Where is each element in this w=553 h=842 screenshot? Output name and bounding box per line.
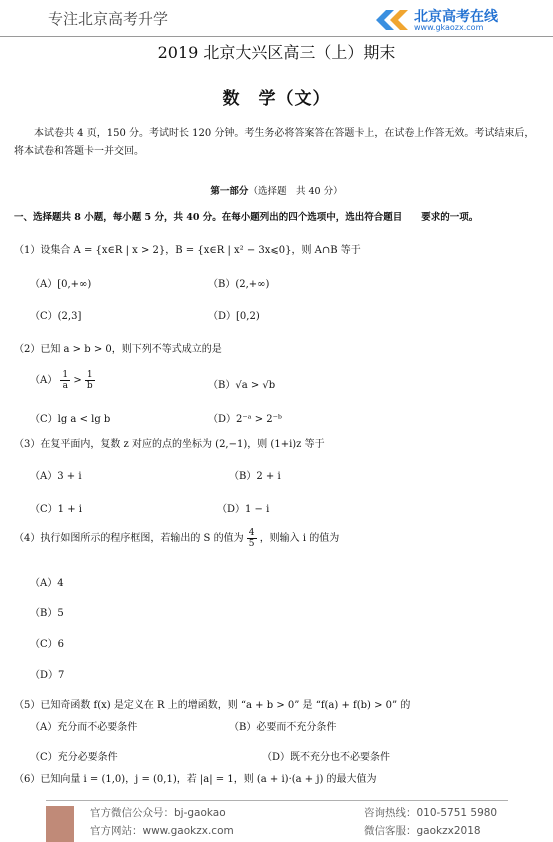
question-4-option-b[interactable]: （B）5 (30, 608, 64, 619)
question-4-stem-start: （4）执行如图所示的程序框图，若输出的 S 的值为 (14, 533, 244, 544)
question-6-stem: （6）已知向量 i = (1,0)，j = (0,1)，若 |a| = 1，则 (a + i)·(a + j) 的最大值为 (14, 774, 377, 785)
question-2-option-d[interactable]: （D）2⁻ᵃ > 2⁻ᵇ (208, 414, 282, 425)
footer-accent-block (46, 806, 74, 842)
part-title: 第一部分 (210, 186, 249, 197)
question-1-stem: （1）设集合 A = {x∈R | x > 2}，B = {x∈R | x² − 3x⩽0}，则 A∩B 等于 (14, 245, 361, 256)
question-1-option-c[interactable]: （C）(2,3] (30, 311, 82, 322)
footer-divider (46, 800, 508, 801)
fraction-numerator: 1 (62, 370, 69, 380)
question-2-option-c[interactable]: （C）lg a < lg b (30, 414, 111, 425)
question-5-option-c[interactable]: （C）充分必要条件 (30, 752, 118, 763)
logo-name: 北京高考在线 (414, 9, 498, 25)
question-2-option-b[interactable]: （B）√a > √b (208, 380, 276, 391)
greater-than-sign: > (73, 375, 82, 386)
question-3-stem: （3）在复平面内，复数 z 对应的点的坐标为 (2,−1)，则 (1+i)z 等于 (14, 439, 325, 450)
header-slogan: 专注北京高考升学 (48, 10, 169, 28)
part-note: （选择题 共 40 分） (248, 186, 343, 197)
exam-subject: 数 学（文） (222, 89, 331, 109)
footer-website[interactable]: 官方网站：www.gaokzx.com (90, 825, 234, 837)
question-3-option-c[interactable]: （C）1 + i (30, 504, 82, 515)
fraction-1-over-a (60, 370, 70, 391)
question-3-option-b[interactable]: （B）2 + i (229, 471, 281, 482)
question-5-stem: （5）已知奇函数 f(x) 是定义在 R 上的增函数，则 “a + b > 0” 是 “f(a) + f(b) > 0” 的 (14, 700, 411, 711)
question-4-stem-end: ，则输入 i 的值为 (259, 533, 340, 544)
exam-title: 2019 北京大兴区高三（上）期末 (157, 43, 396, 62)
question-4-stem (14, 528, 339, 549)
fraction-denominator: b (86, 381, 93, 391)
question-2-option-a-label: （A） (30, 375, 58, 386)
footer-wechat: 官方微信公众号：bj-gaokao (90, 807, 226, 819)
footer-hotline: 咨询热线：010-5751 5980 (364, 807, 498, 819)
question-3-option-d[interactable]: （D）1 − i (217, 504, 270, 515)
question-5-option-b[interactable]: （B）必要而不充分条件 (229, 722, 337, 733)
fraction-1-over-b (85, 370, 95, 391)
fraction-denominator: 5 (248, 539, 255, 549)
fraction-numerator: 1 (86, 370, 93, 380)
question-1-option-d[interactable]: （D）[0,2) (208, 311, 260, 322)
footer-service: 微信客服：gaokzx2018 (364, 825, 481, 837)
question-5-option-d[interactable]: （D）既不充分也不必要条件 (262, 752, 391, 763)
logo-url: www.gkaozx.com (414, 23, 484, 32)
header-divider (0, 36, 553, 37)
question-4-option-a[interactable]: （A）4 (30, 578, 64, 589)
fraction-denominator: a (62, 381, 68, 391)
question-2-stem: （2）已知 a > b > 0，则下列不等式成立的是 (14, 344, 222, 355)
question-2-option-a[interactable] (30, 370, 95, 391)
question-4-option-d[interactable]: （D）7 (30, 670, 65, 681)
question-1-option-a[interactable]: （A）[0,+∞) (30, 279, 92, 290)
fraction-4-over-5 (247, 528, 257, 549)
logo-mark-icon (374, 8, 410, 32)
fraction-numerator: 4 (248, 528, 255, 538)
site-logo[interactable] (374, 6, 524, 34)
question-4-option-c[interactable]: （C）6 (30, 639, 65, 650)
page-footer (46, 800, 508, 842)
part-heading (0, 183, 553, 197)
exam-instructions: 本试卷共 4 页，150 分。考试时长 120 分钟。考生务必将答案答在答题卡上，在试卷上作答无效。考试结束后，将本试卷和答题卡一并交回。 (14, 128, 535, 157)
question-3-option-a[interactable]: （A）3 + i (30, 471, 82, 482)
section-header: 一、选择题共 8 小题，每小题 5 分，共 40 分。在每小题列出的四个选项中，选出符合题目 要求的一项。 (14, 212, 479, 223)
question-5-option-a[interactable]: （A）充分而不必要条件 (30, 722, 138, 733)
question-1-option-b[interactable]: （B）(2,+∞) (208, 279, 270, 290)
